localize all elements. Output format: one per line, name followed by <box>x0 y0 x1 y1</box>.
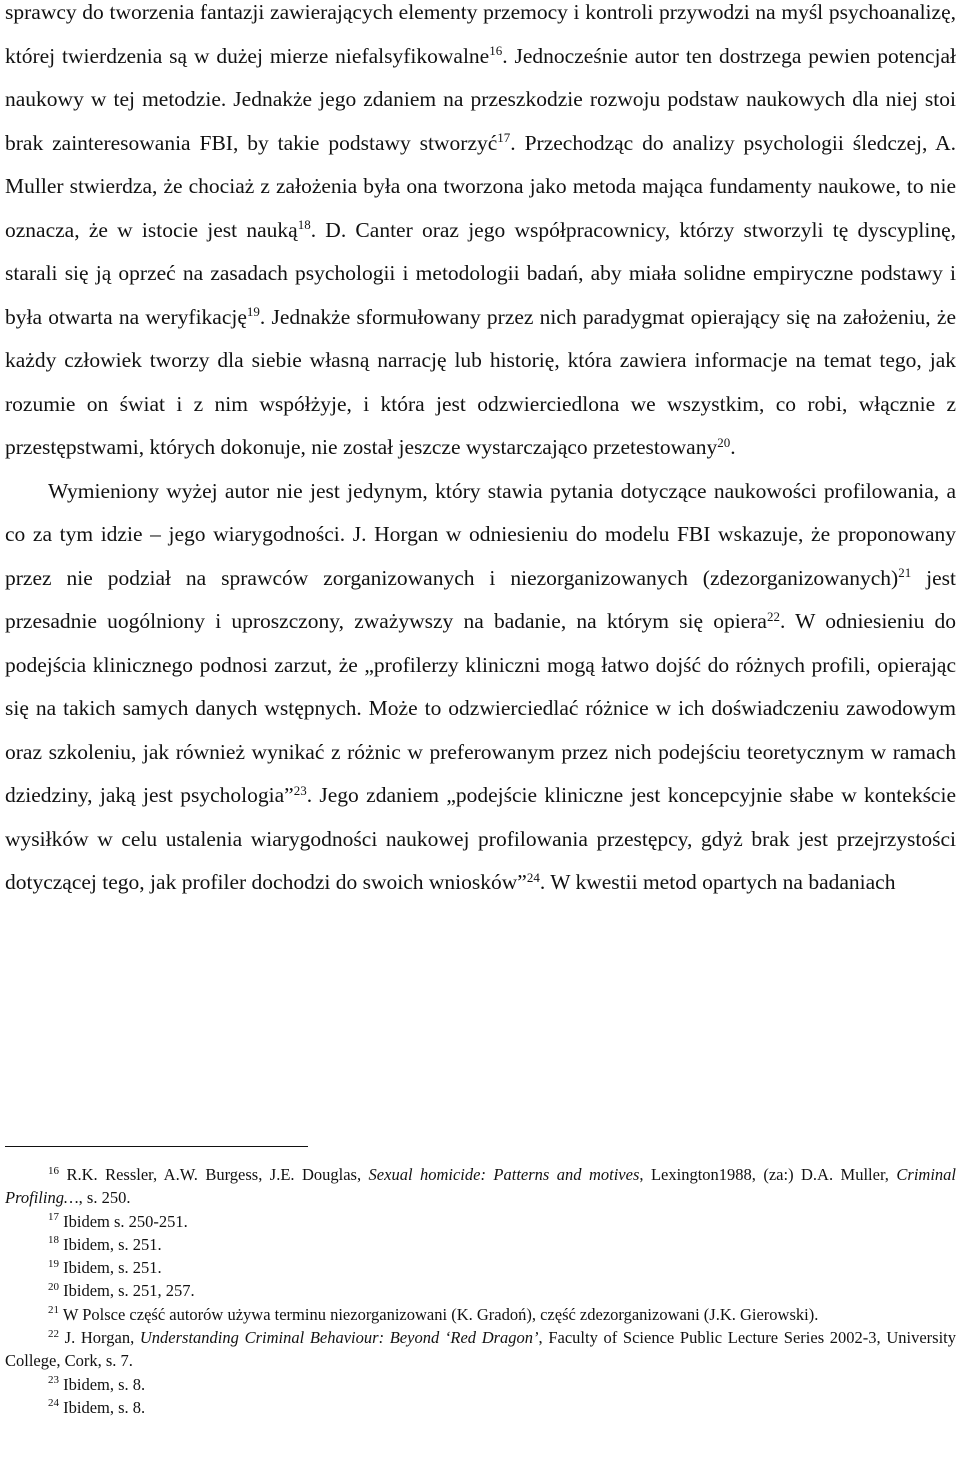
footnote-number: 21 <box>48 1304 59 1317</box>
footnote-number: 19 <box>48 1257 59 1270</box>
text-run: Ibidem, s. 251. <box>59 1234 162 1254</box>
footnote-19 <box>5 1256 956 1279</box>
text-run: Wymieniony wyżej autor nie jest jedynym, który stawia pytania dotyczące naukowości profilowania, a co za tym idzie – jego wiarygodności. J. Horgan w odniesieniu do modelu FBI wskazuje, że proponowany przez nie podział na sprawców zorganizowanych i niezorganizowanych (zdezorganizowanych) <box>5 478 956 590</box>
footnote-reference: 16 <box>489 43 503 59</box>
text-run: , Faculty of Science Public Lecture Series 2002-3, University College, Cork, s. 7. <box>5 1328 957 1371</box>
italic-title: Criminal Profiling… <box>5 1165 956 1208</box>
text-run: Ibidem, s. 251, 257. <box>59 1281 195 1301</box>
footnote-18 <box>5 1233 956 1256</box>
italic-title: Understanding Criminal Behaviour: Beyond ‘Red Dragon’ <box>139 1328 539 1348</box>
text-run: R.K. Ressler, A.W. Burgess, J.E. Douglas, <box>59 1165 369 1184</box>
text-run: . D. Canter oraz jego współpracownicy, którzy stworzyli tę dyscyplinę, starali się ją oprzeć na zasadach psychologii i metodologii badań, aby miała solidne empiryczne podstawy i była otwarta na weryfikację <box>5 217 956 329</box>
footnote-21 <box>5 1303 956 1326</box>
text-run: Ibidem s. 250-251. <box>59 1211 188 1231</box>
footnote-separator <box>5 1146 308 1147</box>
body-text <box>5 0 956 905</box>
text-run: jest przesadnie uogólniony i uproszczony, zważywszy na badanie, na którym się opiera <box>5 565 956 633</box>
footnote-number: 20 <box>48 1280 59 1293</box>
text-run: Ibidem, s. 8. <box>59 1374 146 1394</box>
footnote-reference: 24 <box>526 869 540 885</box>
footnote-reference: 18 <box>297 217 311 233</box>
footnote-reference: 19 <box>246 304 260 320</box>
text-run: , s. 250. <box>78 1188 131 1208</box>
footnote-reference: 21 <box>898 565 912 581</box>
text-run: . Jednakże sformułowany przez nich paradygmat opierający się na założeniu, że każdy człowiek tworzy dla siebie własną narrację lub historię, która zawiera informacje na temat tego, jak rozumie on świat i z nim współżyje, i która jest odzwierciedlona we wszystkim, co robi, włącznie z przestępstwami, których dokonuje, nie został jeszcze wystarczająco przetestowany <box>5 304 956 459</box>
footnote-reference: 22 <box>766 608 780 624</box>
footnote-number: 17 <box>48 1211 59 1224</box>
footnote-17 <box>5 1210 956 1233</box>
footnotes-section <box>5 1146 956 1419</box>
footnote-24 <box>5 1396 956 1419</box>
footnote-23 <box>5 1373 956 1396</box>
footnote-22 <box>5 1326 956 1373</box>
footnote-number: 24 <box>48 1397 59 1410</box>
text-run: , Lexington1988, (za:) D.A. Muller, <box>639 1165 897 1184</box>
text-run: sprawcy do tworzenia fantazji zawierających elementy przemocy i kontroli przywodzi na myśl psychoanalizę, której twierdzenia są w dużej mierze niefalsyfikowalne <box>5 0 956 68</box>
footnote-reference: 17 <box>497 130 511 146</box>
text-run: . W kwestii metod opartych na badaniach <box>539 870 896 894</box>
text-run: Ibidem, s. 251. <box>59 1258 162 1278</box>
footnote-reference: 23 <box>293 782 307 798</box>
paragraph-1 <box>5 0 956 470</box>
footnote-number: 23 <box>48 1374 59 1387</box>
italic-title: Sexual homicide: Patterns and motives <box>368 1165 640 1184</box>
footnote-number: 18 <box>48 1234 59 1247</box>
text-run: . <box>730 435 736 459</box>
footnote-number: 16 <box>48 1164 59 1177</box>
text-run: W Polsce część autorów używa terminu niezorganizowani (K. Gradoń), część zdezorganizowani (J.K. Gierowski). <box>59 1304 819 1324</box>
text-run: . Jego zdaniem „podejście kliniczne jest koncepcyjnie słabe w kontekście wysiłków w celu ustalenia wiarygodności naukowej profilowania przestępcy, gdyż brak jest przejrzystości dotyczącej tego, jak profiler dochodzi do swoich wniosków” <box>5 783 956 894</box>
footnote-number: 22 <box>48 1327 59 1340</box>
footnote-16 <box>5 1163 956 1210</box>
paragraph-2 <box>5 470 956 905</box>
text-run: . Jednocześnie autor ten dostrzega pewien potencjał naukowy w tej metodzie. Jednakże jego zdaniem na przeszkodzie rozwoju podstaw naukowych dla niej stoi brak zainteresowania FBI, by takie podstawy stworzyć <box>5 43 956 155</box>
text-run: . W odniesieniu do podejścia klinicznego podnosi zarzut, że „profilerzy kliniczni mogą łatwo dojść do różnych profili, opierając się na takich samych danych wstępnych. Może to odzwierciedlać różnice w ich doświadczeniu zawodowym oraz szkoleniu, jak również wynikać z różnic w preferowanym przez nich podejściu teoretycznym w ramach dziedziny, jaką jest psychologia” <box>5 609 957 807</box>
text-run: J. Horgan, <box>59 1328 140 1348</box>
footnote-list <box>5 1163 956 1419</box>
text-run: . Przechodząc do analizy psychologii śledczej, A. Muller stwierdza, że chociaż z założenia była ona tworzona jako metoda mająca fundamenty naukowe, to nie oznacza, że w istocie jest nauką <box>5 130 956 242</box>
footnote-20 <box>5 1279 956 1302</box>
text-run: Ibidem, s. 8. <box>59 1397 146 1417</box>
footnote-reference: 20 <box>717 434 731 450</box>
